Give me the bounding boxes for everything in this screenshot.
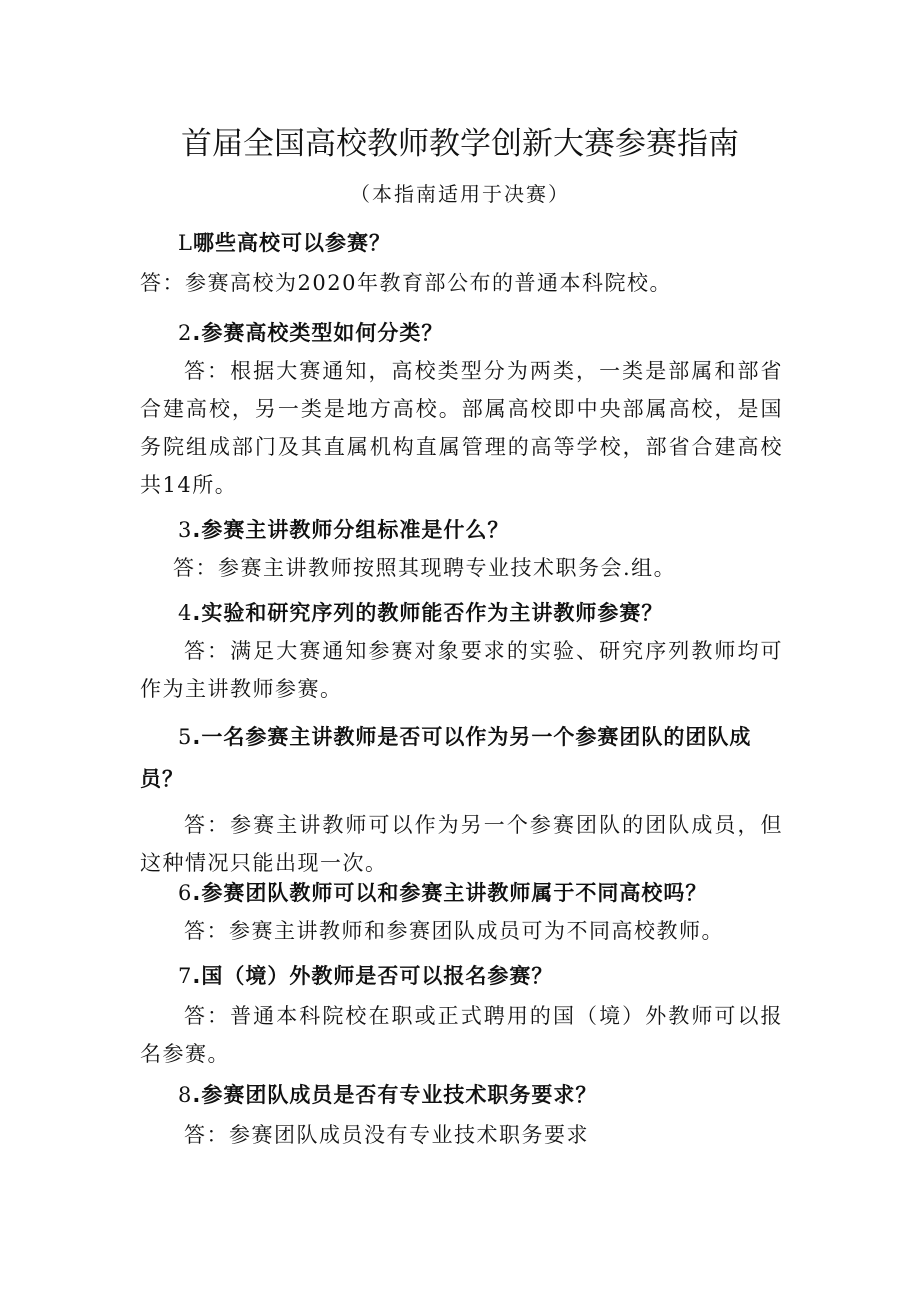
question-1: L哪些高校可以参赛？ <box>178 231 391 255</box>
page-title: 首届全国高校教师教学创新大赛参赛指南 <box>181 126 739 162</box>
question-4: 4.实验和研究序列的教师能否作为主讲教师参赛？ <box>178 601 664 625</box>
page-subtitle: （本指南适用于决赛） <box>350 182 570 206</box>
question-5: 5.一名参赛主讲教师是否可以作为另一个参赛团队的团队成员？ <box>140 725 752 791</box>
qa-item-3 <box>140 513 783 587</box>
qa-item-2 <box>140 316 783 504</box>
question-3: 3.参赛主讲教师分组标准是什么？ <box>178 518 510 542</box>
answer-5: 答：参赛主讲教师可以作为另一个参赛团队的团队成员，但这种情况只能出现一次。 <box>140 813 783 875</box>
answer-2: 答：根据大赛通知，高校类型分为两类，一类是部属和部省合建高校，另一类是地方高校。部属高校即中央部属高校，是国务院组成部门及其直属机构直属管理的高等学校，部省合建高校共14所。 <box>140 359 783 497</box>
qa-item-4 <box>140 596 783 708</box>
answer-7: 答：普通本科院校在职或正式聘用的国（境）外教师可以报名参赛。 <box>140 1004 783 1066</box>
question-6: 6.参赛团队教师可以和参赛主讲教师属于不同高校吗？ <box>178 881 708 905</box>
answer-8: 答：参赛团队成员没有专业技术职务要求 <box>184 1123 589 1147</box>
question-2: 2.参赛高校类型如何分类？ <box>178 321 444 345</box>
qa-item-1 <box>140 226 783 302</box>
answer-6: 答：参赛主讲教师和参赛团队成员可为不同高校教师。 <box>184 919 724 943</box>
qa-item-6 <box>140 876 783 950</box>
qa-item-7 <box>140 959 783 1073</box>
question-8: 8.参赛团队成员是否有专业技术职务要求？ <box>178 1083 598 1107</box>
qa-item-8 <box>140 1078 783 1154</box>
qa-item-5 <box>140 716 783 882</box>
answer-4: 答：满足大赛通知参赛对象要求的实验、研究序列教师均可作为主讲教师参赛。 <box>140 639 783 701</box>
answer-1: 答：参赛高校为2020年教育部公布的普通本科院校。 <box>140 271 672 295</box>
question-7: 7.国（境）外教师是否可以报名参赛？ <box>178 964 554 988</box>
answer-3: 答：参赛主讲教师按照其现聘专业技术职务会.组。 <box>173 556 677 580</box>
